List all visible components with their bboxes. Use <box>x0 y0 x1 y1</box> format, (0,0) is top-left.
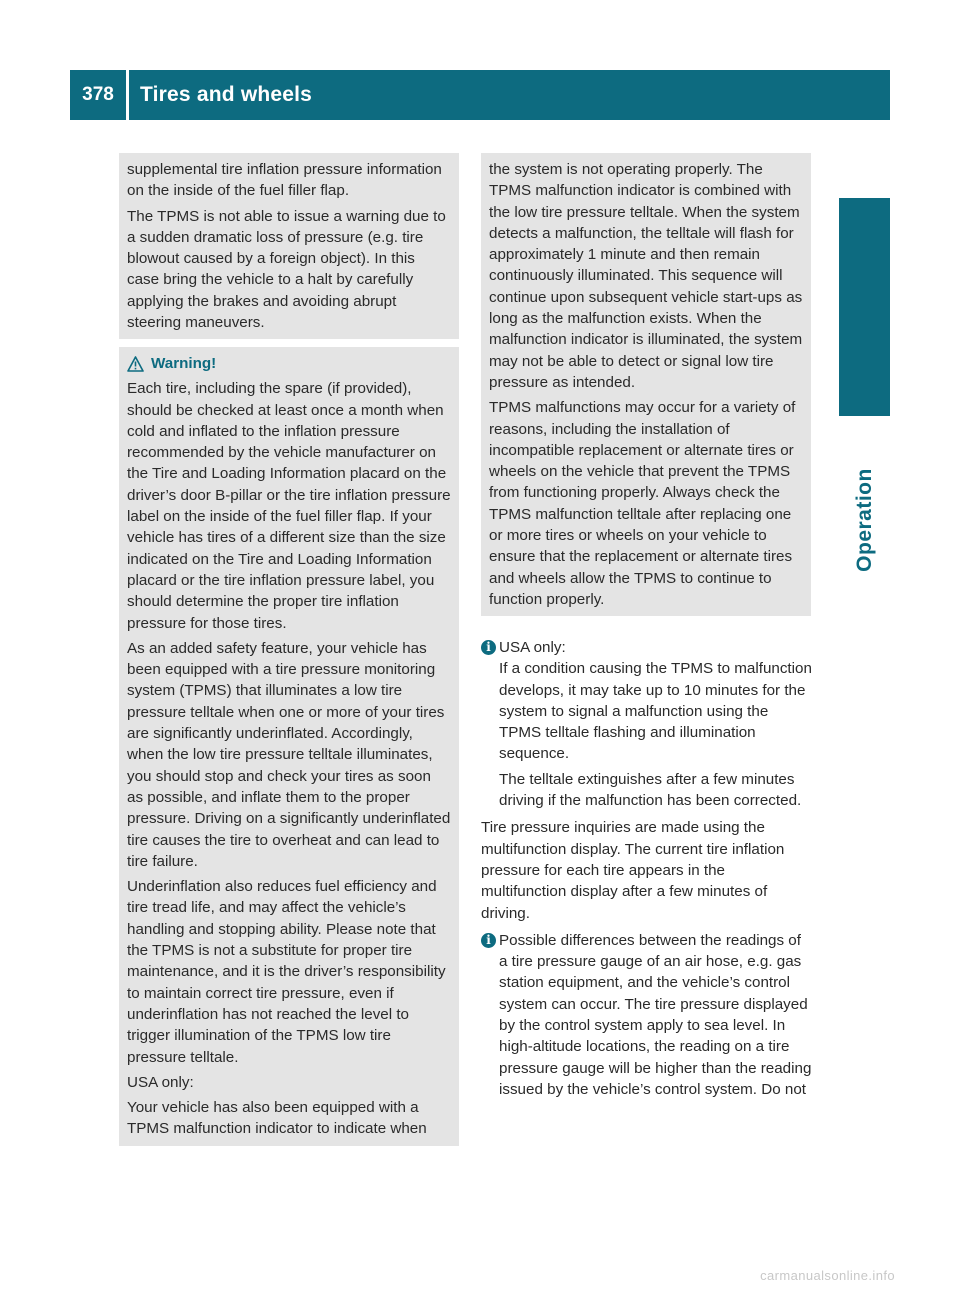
info-paragraph: Possible differences between the readings of a tire pressure gauge of an air hose, e.g. gas station equipment, and the vehicle’s control system can occur. The tire pressure displayed by the control system apply to sea level. In high-altitude locations, the reading on a tire pressure gauge will be higher than the reading issued by the vehicle’s control system. Do not <box>499 931 812 1098</box>
warning-heading <box>127 353 451 374</box>
note-box-continued <box>119 153 459 339</box>
info-icon: i <box>481 933 496 948</box>
warning-paragraph: Each tire, including the spare (if provided), should be checked at least once a month when cold and inflated to the inflation pressure recommended by the vehicle manufacturer on the Tire and Loading Information placard on the driver’s door B-pillar or the tire inflation pressure label on the inside of the fuel filler flap. If your vehicle has tires of a different size than the size indicated on the Tire and Loading Information placard or the tire inflation pressure label, you should determine the proper tire inflation pressure for those tires. <box>127 380 451 632</box>
info-note <box>481 930 813 1100</box>
side-tab <box>839 420 890 620</box>
note-paragraph: supplemental tire inflation pressure information on the inside of the fuel filler flap. <box>127 161 442 200</box>
side-accent-block <box>839 198 890 416</box>
warning-paragraph: As an added safety feature, your vehicle has been equipped with a tire pressure monitoring system (TPMS) that illuminates a low tire pressure telltale when one or more of your tires are significantly underinflated. Accordingly, when the low tire pressure telltale illuminates, you should stop and check your tires as soon as possible, and inflate them to the proper pressure. Driving on a significantly underinflated tire causes the tire to overheat and can lead to tire failure. <box>127 639 451 870</box>
warning-triangle-icon <box>127 356 144 372</box>
info-paragraph: USA only: If a condition causing the TPMS to malfunction develops, it may take up to 10 minutes for the system to signal a malfunction using the TPMS telltale flashing and illumination sequence. <box>499 639 812 763</box>
side-tab-label: Operation <box>852 468 876 572</box>
warning-paragraph: TPMS malfunctions may occur for a variety of reasons, including the installation of incompatible replacement or alternate tires or wheels on the vehicle that prevent the TPMS from functioning properly. Always check the TPMS malfunction telltale after replacing one or more tires or wheels on your vehicle to ensure that the replacement or alternate tires and wheels allow the TPMS to continue to function properly. <box>489 399 796 608</box>
warning-paragraph: Underinflation also reduces fuel efficiency and tire tread life, and may affect the vehicle’s handling and stopping ability. Please note that the TPMS is not a substitute for proper tire maintenance, and it is the driver’s responsibility to maintain correct tire pressure, even if underinflation has not reached the level to trigger illumination of the TPMS low tire pressure telltale. <box>127 878 446 1066</box>
warning-box <box>119 347 459 1146</box>
page-header <box>70 70 890 120</box>
note-paragraph: The TPMS is not able to issue a warning due to a sudden dramatic loss of pressure (e.g. tire blowout caused by a foreign object). In this case bring the vehicle to a halt by carefully applying the brakes and avoiding abrupt steering maneuvers. <box>127 207 446 332</box>
warning-paragraph: Your vehicle has also been equipped with a TPMS malfunction indicator to indicate when <box>127 1099 427 1138</box>
info-icon: i <box>481 640 496 655</box>
info-note <box>481 637 813 811</box>
warning-heading-text: Warning! <box>151 355 217 372</box>
right-column-text <box>481 637 813 1106</box>
warning-paragraph: USA only: <box>127 1073 194 1091</box>
body-paragraph-wrap <box>481 817 813 923</box>
footer-watermark: carmanualsonline.info <box>760 1268 895 1283</box>
warning-box-continued <box>481 153 811 616</box>
warning-paragraph: the system is not operating properly. The TPMS malfunction indicator is combined with the low tire pressure telltale. When the system detects a malfunction, the telltale will flash for approximately 1 minute and then remain continuously illuminated. This sequence will continue upon subsequent vehicle start-ups as long as the malfunction exists. When the malfunction indicator is illuminated, the system may not be able to detect or signal low tire pressure as intended. <box>489 161 803 391</box>
body-paragraph: Tire pressure inquiries are made using the multifunction display. The current tire inflation pressure for each tire appears in the multifunction display after a few minutes of driving. <box>481 819 785 922</box>
page-number: 378 <box>82 84 114 105</box>
section-title: Tires and wheels <box>140 83 313 106</box>
info-paragraph: The telltale extinguishes after a few minutes driving if the malfunction has been corrected. <box>499 770 802 810</box>
